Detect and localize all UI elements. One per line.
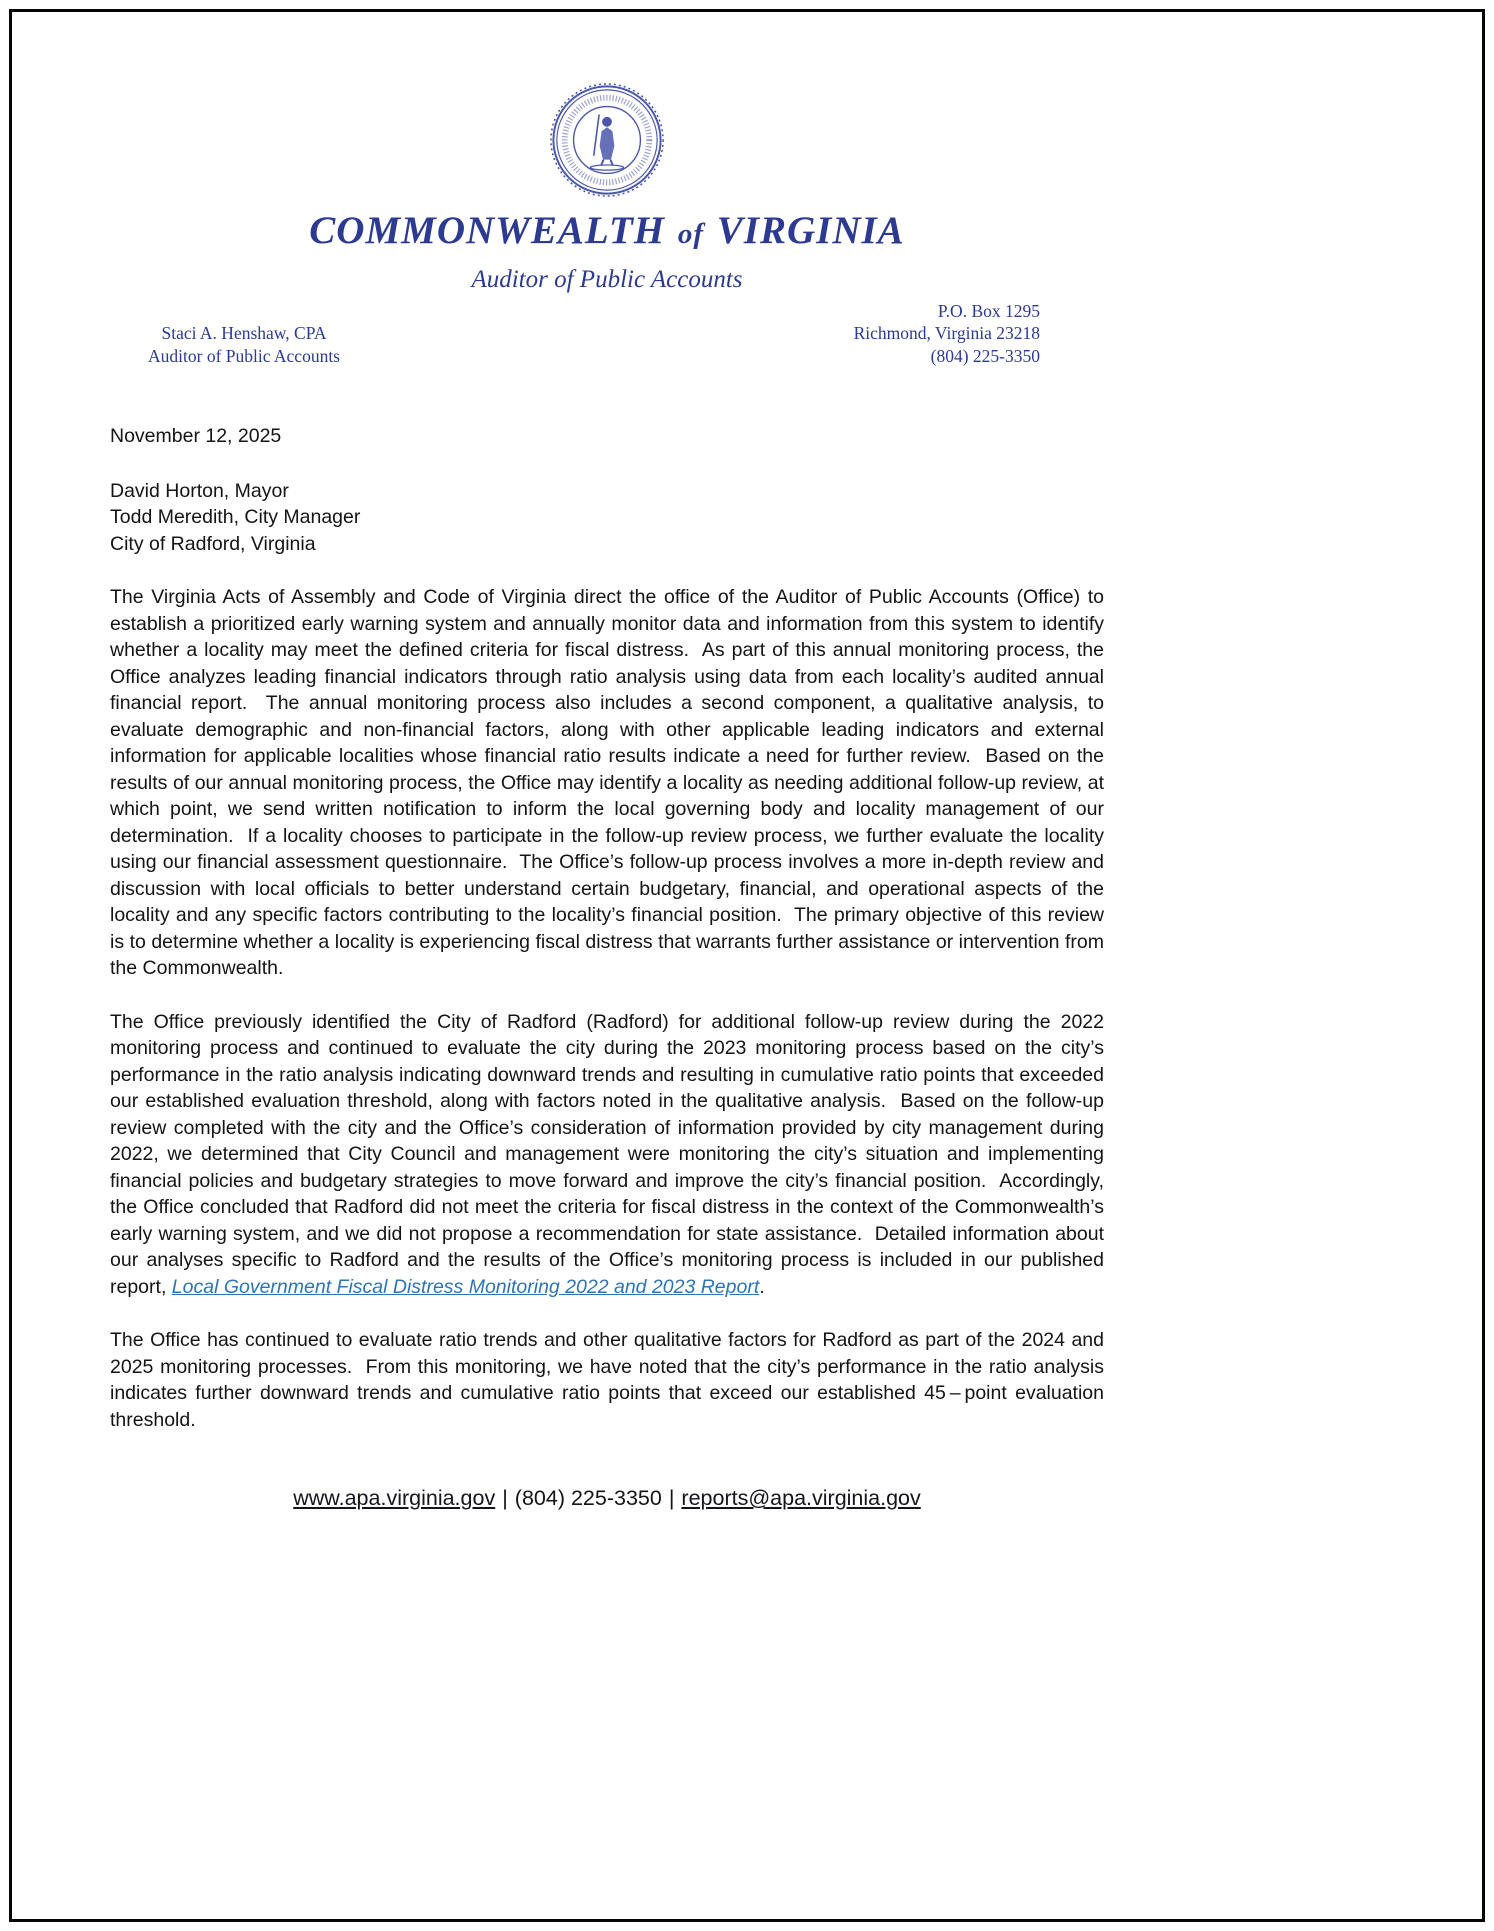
letter-body	[110, 423, 1104, 1512]
letterhead-info-row	[110, 300, 1104, 367]
paragraph-3: The Office has continued to evaluate ratio trends and other qualitative factors for Radford as part of the 2024 and 2025 monitoring processes. From this monitoring, we have noted that the city’s performance in the ratio analysis indicates further downward trends and cumulative ratio points that exceed our established 45 – point evaluation threshold.	[110, 1329, 1104, 1431]
email-link[interactable]: reports@apa.virginia.gov	[681, 1486, 921, 1511]
address-phone: (804) 225-3350	[930, 345, 1040, 366]
virginia-seal-icon	[548, 80, 666, 200]
address-city: Richmond, Virginia 23218	[853, 323, 1040, 344]
letterhead-title	[110, 208, 1104, 253]
recipient-block	[110, 478, 1104, 558]
auditor-title: Auditor of Public Accounts	[148, 345, 340, 366]
paragraph-2	[110, 1009, 1104, 1301]
title-of: of	[677, 218, 705, 250]
paragraph-2-end: .	[759, 1275, 765, 1298]
report-link[interactable]: Local Government Fiscal Distress Monitoring 2022 and 2023 Report	[171, 1275, 760, 1298]
letterhead-subtitle: Auditor of Public Accounts	[471, 266, 743, 293]
recipient-line-city-manager: Todd Meredith, City Manager	[110, 506, 361, 529]
letter-date: November 12, 2025	[110, 425, 282, 448]
website-link[interactable]: www.apa.virginia.gov	[293, 1486, 496, 1511]
auditor-name-block	[110, 322, 340, 367]
letterhead	[110, 80, 1104, 367]
page-footer	[110, 1485, 1104, 1512]
title-commonwealth: COMMONWEALTH	[309, 209, 666, 252]
paragraph-2-text: The Office previously identified the City of Radford (Radford) for additional follow-up review during the 2022 monitoring process and continued to evaluate the city during the 2023 monitoring process based on the city’s performance in the ratio analysis indicating downward trends and resulting in cumulative ratio points that exceeded our established evaluation threshold, along with factors noted in the qualitative analysis. Based on the follow-up review completed with the city and the Office’s consideration of information provided by city management during 2022, we determined that City Council and management were monitoring the city’s situation and implementing financial policies and budgetary strategies to move forward and improve the city’s financial position. Accordingly, the Office concluded that Radford did not meet the criteria for fiscal distress in the context of the Commonwealth’s early warning system, and we did not propose a recommendation for state assistance. Detailed information about our analyses specific to Radford and the results of the Office’s monitoring process is included in our published report,	[110, 1010, 1104, 1298]
footer-phone: (804) 225-3350	[514, 1486, 662, 1511]
title-virginia: VIRGINIA	[716, 209, 905, 252]
recipient-line-city: City of Radford, Virginia	[110, 532, 316, 555]
auditor-name: Staci A. Henshaw, CPA	[161, 323, 327, 344]
paragraph-1: The Virginia Acts of Assembly and Code of Virginia direct the office of the Auditor of Public Accounts (Office) to establish a prioritized early warning system and annually monitor data and information from this system to identify whether a locality may meet the defined criteria for fiscal distress. As part of this annual monitoring process, the Office analyzes leading financial indicators through ratio analysis using data from each locality’s audited annual financial report. The annual monitoring process also includes a second component, a qualitative analysis, to evaluate demographic and non-financial factors, along with other applicable leading indicators and external information for applicable localities whose financial ratio results indicate a need for further review. Based on the results of our annual monitoring process, the Office may identify a locality as needing additional follow-up review, at which point, we send written notification to inform the local governing body and locality management of our determination. If a locality chooses to participate in the follow-up review process, we further evaluate the locality using our financial assessment questionnaire. The Office’s follow-up process involves a more in-depth review and discussion with local officials to better understand certain budgetary, financial, and operational aspects of the locality and any specific factors contributing to the locality’s financial position. The primary objective of this review is to determine whether a locality is experiencing fiscal distress that warrants further assistance or intervention from the Commonwealth.	[110, 586, 1104, 980]
address-po-box: P.O. Box 1295	[937, 301, 1040, 321]
page-content	[110, 0, 1104, 1512]
footer-separator: |	[668, 1486, 675, 1511]
footer-separator: |	[502, 1486, 508, 1511]
office-address-block	[854, 300, 1104, 367]
recipient-line-mayor: David Horton, Mayor	[110, 479, 289, 502]
